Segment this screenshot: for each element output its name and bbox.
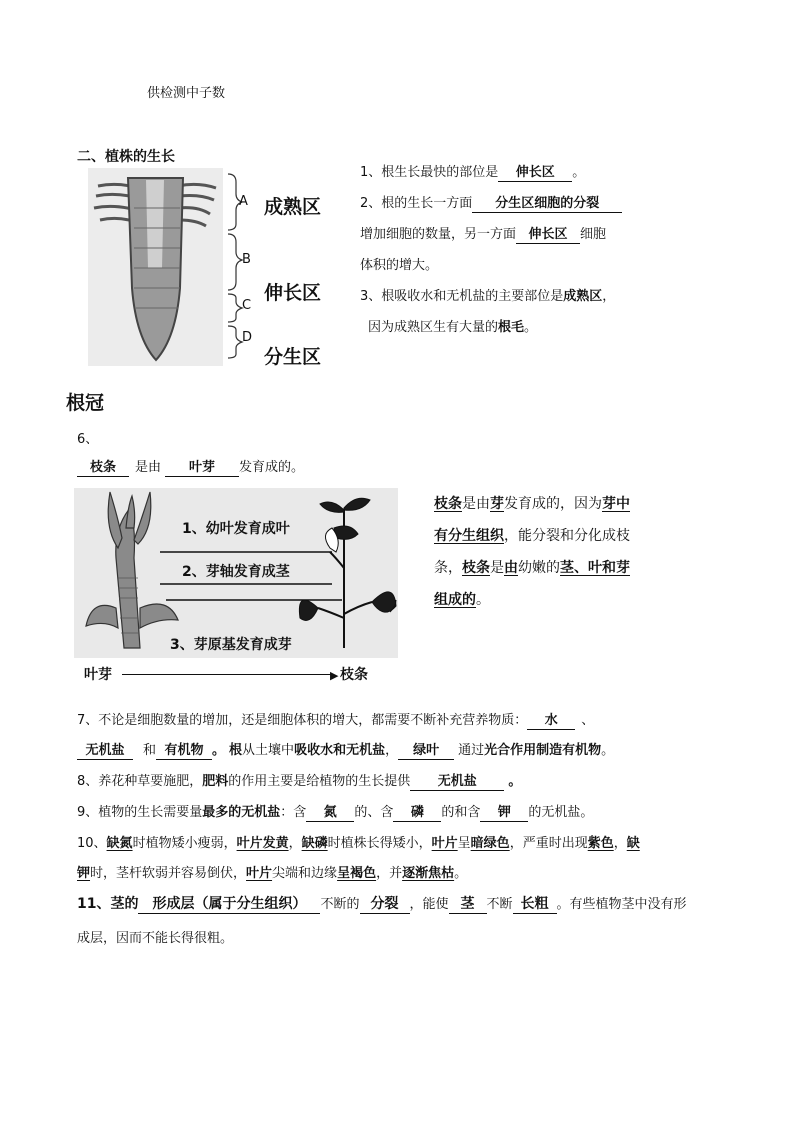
answer-blank: 分生区细胞的分裂 <box>472 195 622 213</box>
arrow-head-icon: ▶ <box>330 669 339 682</box>
zone-maturation: 成熟区 <box>264 196 322 218</box>
answer-blank: 伸长区 <box>516 226 580 244</box>
side-line-4: 组成的。 <box>434 592 490 608</box>
answer-blank: 形成层（属于分生组织） <box>138 896 320 914</box>
zone-root-cap: 根冠 <box>66 392 105 414</box>
top-note: 供检测中子数 <box>147 86 226 101</box>
question-6-number: 6、 <box>77 432 99 447</box>
answer-blank: 磷 <box>393 804 441 822</box>
question-9: 9、植物的生长需要量最多的无机盐：含 氮 的、含 磷 的和含 钾 的无机盐。 <box>77 805 594 820</box>
answer-blank: 无机盐 <box>410 773 504 791</box>
answer-blank: 伸长区 <box>498 164 572 182</box>
answer-blank: 长粗 <box>513 896 557 914</box>
question-10-line-2: 钾时，茎杆软弱并容易倒伏，叶片尖端和边缘呈褐色，并逐渐焦枯。 <box>77 866 468 881</box>
root-tip-figure <box>88 168 258 366</box>
answer-blank: 茎 <box>449 896 487 914</box>
question-2: 2、根的生长一方面 分生区细胞的分裂 <box>360 192 622 213</box>
section-title: 二、植株的生长 <box>77 149 175 165</box>
question-1: 1、根生长最快的部位是 伸长区 。 <box>360 165 586 180</box>
question-2-line-2: 增加细胞的数量，另一方面 伸长区 细胞 <box>360 227 607 242</box>
bud-label-1: 1、幼叶发育成叶 <box>182 521 290 537</box>
zone-meristem: 分生区 <box>264 346 322 368</box>
answer-blank: 氮 <box>306 804 354 822</box>
side-line-2: 有分生组织，能分裂和分化成枝 <box>434 528 630 544</box>
answer-blank: 水 <box>527 712 575 730</box>
question-11-line-2: 成层，因而不能长得很粗。 <box>77 931 234 946</box>
question-3-line-2: 因为成熟区生有大量的根毛。 <box>368 320 538 335</box>
question-8: 8、养花种草要施肥，肥料的作用主要是给植物的生长提供 无机盐 。 <box>77 774 522 789</box>
answer-blank: 绿叶 <box>398 742 454 760</box>
answer-blank: 枝条 <box>77 459 129 477</box>
question-6: 枝条 是由 叶芽 发育成的。 <box>77 456 304 477</box>
letter-c: C <box>242 298 252 313</box>
question-2-line-3: 体积的增大。 <box>360 258 439 273</box>
letter-d: D <box>242 330 253 345</box>
letter-b: B <box>242 252 251 267</box>
bud-label-3: 3、芽原基发育成芽 <box>170 637 292 653</box>
answer-blank: 无机盐 <box>77 742 133 760</box>
answer-blank: 有机物 <box>156 742 212 760</box>
answer-blank: 钾 <box>480 804 528 822</box>
bud-left-label: 叶芽 <box>84 667 112 683</box>
zone-elongation: 伸长区 <box>264 282 322 304</box>
question-11: 11、茎的 形成层（属于分生组织） 不断的 分裂 ，能使 茎 不断 长粗 。有些植物茎中没有形 <box>77 896 687 912</box>
bud-label-2: 2、芽轴发育成茎 <box>182 564 290 580</box>
bud-right-label: 枝条 <box>340 667 368 683</box>
question-3: 3、根吸收水和无机盐的主要部位是成熟区， <box>360 289 616 304</box>
answer-blank: 分裂 <box>360 896 410 914</box>
letter-a: A <box>239 194 248 209</box>
side-line-1: 枝条是由芽发育成的，因为芽中 <box>434 496 630 512</box>
question-7-line-2: 无机盐 和 有机物 。 根从土壤中吸收水和无机盐， 绿叶 通过光合作用制造有机物。 <box>77 739 614 760</box>
side-line-3: 条，枝条是由幼嫩的茎、叶和芽 <box>434 560 630 576</box>
question-10: 10、缺氮时植物矮小瘦弱，叶片发黄，缺磷时植株长得矮小，叶片呈暗绿色，严重时出现紫色，缺 <box>77 836 640 851</box>
question-7: 7、不论是细胞数量的增加，还是细胞体积的增大，都需要不断补充营养物质： 水 、 <box>77 713 595 728</box>
arrow-line <box>122 674 332 675</box>
answer-blank: 叶芽 <box>165 459 239 477</box>
